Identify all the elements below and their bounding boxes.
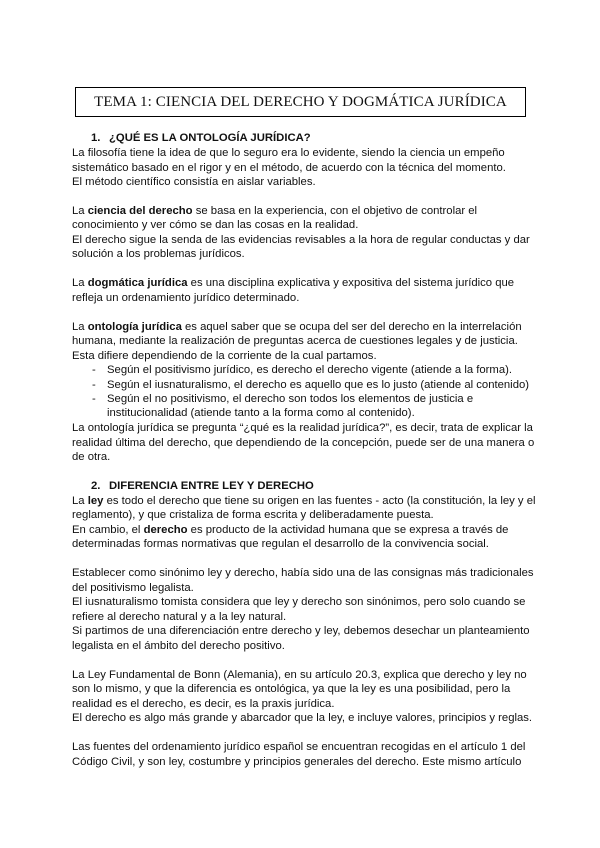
paragraph-line: solución a los problemas jurídicos. <box>72 248 245 260</box>
bullet-item-continuation: institucionalidad (atiende tanto a la forma como al contenido). <box>107 407 415 419</box>
paragraph-line: reglamento), y que cristaliza de forma escrita y deliberadamente puesta. <box>72 509 434 521</box>
paragraph-line: Código Civil, y son ley, costumbre y principios generales del derecho. Este mismo artículo <box>72 756 522 768</box>
paragraph-line: El iusnaturalismo tomista considera que ley y derecho son sinónimos, pero solo cuando se <box>72 596 526 608</box>
paragraph-line: El método científico consistía en aislar variables. <box>72 176 316 188</box>
paragraph-line: del positivismo legalista. <box>72 582 194 594</box>
section-2-heading: DIFERENCIA ENTRE LEY Y DERECHO <box>109 480 314 492</box>
paragraph-line-ontologia: La ontología jurídica es aquel saber que se ocupa del ser del derecho en la interrelación <box>72 321 522 333</box>
paragraph-line: realidad es el derecho, es decir, es la praxis jurídica. <box>72 698 335 710</box>
paragraph-line: de otra. <box>72 451 111 463</box>
paragraph-line: El derecho sigue la senda de las evidencias revisables a la hora de regular conductas y dar <box>72 234 530 246</box>
paragraph-line: realidad última del derecho, que dependiendo de la concepción, puede ser de una manera o <box>72 437 535 449</box>
paragraph-line: La ontología jurídica se pregunta “¿qué es la realidad jurídica?”, es decir, trata de explicar la <box>72 422 533 434</box>
term-derecho: derecho <box>143 524 188 536</box>
bullet-item: Según el iusnaturalismo, el derecho es aquello que es lo justo (atiende al contenido) <box>107 379 530 391</box>
paragraph-line: refiere al derecho natural y a la ley natural. <box>72 611 287 623</box>
term-dogmatica-juridica: dogmática jurídica <box>87 277 188 289</box>
bullet-dash: - <box>92 393 96 405</box>
paragraph-line: Esta difiere dependiendo de la corriente de la cual partamos. <box>72 350 377 362</box>
paragraph-line: La filosofía tiene la idea de que lo seguro era lo evidente, siendo la ciencia un empeño <box>72 147 505 159</box>
paragraph-line: determinadas formas normativas que regulan el desarrollo de la convivencia social. <box>72 538 489 550</box>
term-ciencia-del-derecho: ciencia del derecho <box>87 205 193 217</box>
paragraph-line: El derecho es algo más grande y abarcador que la ley, e incluye valores, principios y reglas. <box>72 712 533 724</box>
paragraph-line-dogmatica: La dogmática jurídica es una disciplina explicativa y expositiva del sistema jurídico que <box>72 277 515 289</box>
bullet-item: Según el positivismo jurídico, es derecho el derecho vigente (atiende a la forma). <box>107 364 513 376</box>
paragraph-line: Si partimos de una diferenciación entre derecho y ley, debemos desechar un planteamiento <box>72 625 530 637</box>
term-ley: ley <box>87 495 104 507</box>
paragraph-line: La Ley Fundamental de Bonn (Alemania), en su artículo 20.3, explica que derecho y ley no <box>72 669 527 681</box>
bullet-dash: - <box>92 364 96 376</box>
bullet-item: Según el no positivismo, el derecho son todos los elementos de justicia e <box>107 393 474 405</box>
paragraph-line-ciencia: La ciencia del derecho se basa en la experiencia, con el objetivo de controlar el <box>72 205 478 217</box>
paragraph-line-derecho: En cambio, el derecho es producto de la actividad humana que se expresa a través de <box>72 524 509 536</box>
document-title: TEMA 1: CIENCIA DEL DERECHO Y DOGMÁTICA JURÍDICA <box>94 94 507 110</box>
paragraph-line: sistemático basado en el rigor y en el método, de acuerdo con la técnica del momento. <box>72 162 506 174</box>
paragraph-line: conocimiento y ver cómo se dan las cosas en la realidad. <box>72 219 359 231</box>
paragraph-line: Establecer como sinónimo ley y derecho, había sido una de las consignas más tradicionales <box>72 567 534 579</box>
paragraph-line: refleja un ordenamiento jurídico determinado. <box>72 292 300 304</box>
section-1-heading: ¿QUÉ ES LA ONTOLOGÍA JURÍDICA? <box>109 132 311 144</box>
section-2-number: 2. <box>91 480 101 492</box>
paragraph-line: Las fuentes del ordenamiento jurídico español se encuentran recogidas en el artículo 1 del <box>72 741 526 753</box>
paragraph-line-ley: La ley es todo el derecho que tiene su origen en las fuentes - acto (la constitución, la ley y el <box>72 495 536 507</box>
term-ontologia-juridica: ontología jurídica <box>87 321 182 333</box>
paragraph-line: humana, mediante la realización de preguntas acerca de cuestiones legales y de justicia. <box>72 335 518 347</box>
paragraph-line: son lo mismo, y que la diferencia es ontológica, ya que la ley es una posibilidad, pero la <box>72 683 511 695</box>
bullet-dash: - <box>92 379 96 391</box>
paragraph-line: legalista en el ámbito del derecho positivo. <box>72 640 285 652</box>
document-title-box <box>75 87 526 117</box>
section-1-number: 1. <box>91 132 101 144</box>
